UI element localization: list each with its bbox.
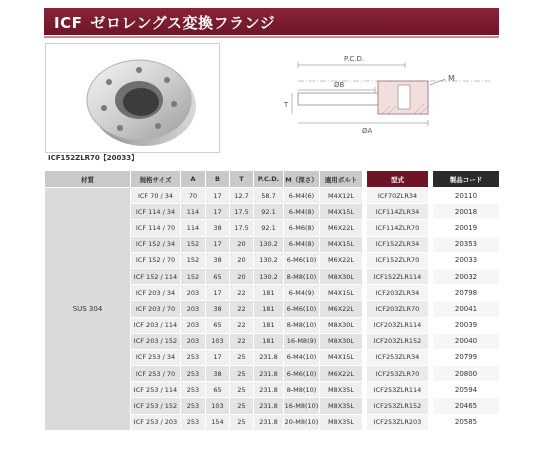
product-code-cell: 20353	[433, 236, 500, 252]
bolt-cell: M6X22L	[320, 252, 363, 268]
header-bolt: 適用ボルト	[320, 171, 363, 188]
page-title	[54, 12, 275, 33]
model-cell: ICF253ZLR70	[367, 366, 429, 382]
technical-drawing	[230, 43, 500, 158]
b-cell: 38	[206, 252, 230, 268]
m-cell: 6-M4(10)	[284, 349, 320, 365]
b-cell: 38	[206, 301, 230, 317]
t-cell: 22	[230, 301, 254, 317]
b-cell: 38	[206, 366, 230, 382]
pcd-cell: 181	[254, 301, 284, 317]
pcd-cell: 181	[254, 317, 284, 333]
t-cell: 25	[230, 382, 254, 398]
b-cell: 17	[206, 204, 230, 220]
b-label: ØB	[334, 81, 345, 89]
b-cell: 17	[206, 285, 230, 301]
size-cell: ICF 253 / 152	[131, 398, 181, 414]
m-cell: 8-M8(10)	[284, 382, 320, 398]
a-cell: 203	[181, 285, 206, 301]
t-cell: 25	[230, 398, 254, 414]
product-code-cell: 20110	[433, 188, 500, 204]
b-cell: 38	[206, 220, 230, 236]
t-cell: 20	[230, 268, 254, 284]
pcd-cell: 130.2	[254, 268, 284, 284]
model-cell: ICF253ZLR152	[367, 398, 429, 414]
header-b: B	[206, 171, 230, 188]
model-cell: ICF114ZLR70	[367, 220, 429, 236]
bolt-cell: M4X12L	[320, 188, 363, 204]
a-cell: 70	[181, 188, 206, 204]
model-cell: ICF203ZLR34	[367, 285, 429, 301]
a-cell: 253	[181, 366, 206, 382]
size-cell: ICF 253 / 34	[131, 349, 181, 365]
bolt-cell: M8X35L	[320, 382, 363, 398]
product-code-cell: 20018	[433, 204, 500, 220]
header-model: 型式	[367, 171, 429, 188]
size-cell: ICF 114 / 70	[131, 220, 181, 236]
model-cell: ICF70ZLR34	[367, 188, 429, 204]
a-cell: 152	[181, 268, 206, 284]
pcd-cell: 130.2	[254, 236, 284, 252]
pcd-cell: 181	[254, 285, 284, 301]
size-cell: ICF 152 / 114	[131, 268, 181, 284]
m-cell: 6-M6(10)	[284, 366, 320, 382]
model-cell: ICF152ZLR114	[367, 268, 429, 284]
bolt-cell: M4X15L	[320, 204, 363, 220]
t-label: T	[284, 101, 289, 109]
title-banner	[44, 8, 499, 35]
bolt-cell: M6X22L	[320, 220, 363, 236]
table-row	[45, 188, 500, 204]
table-body	[45, 188, 500, 431]
bolt-cell: M8X35L	[320, 414, 363, 430]
model-cell: ICF203ZLR152	[367, 333, 429, 349]
a-cell: 253	[181, 414, 206, 430]
m-cell: 6-M6(10)	[284, 301, 320, 317]
m-cell: 6-M6(10)	[284, 252, 320, 268]
pcd-cell: 92.1	[254, 204, 284, 220]
a-cell: 114	[181, 220, 206, 236]
product-photo	[45, 43, 220, 153]
title-main: ICF	[54, 14, 83, 32]
pcd-cell: 231.8	[254, 382, 284, 398]
bolt-cell: M4X15L	[320, 349, 363, 365]
pcd-cell: 92.1	[254, 220, 284, 236]
m-cell: 6-M4(8)	[284, 236, 320, 252]
banner-stripe	[44, 36, 499, 38]
product-code-cell: 20799	[433, 349, 500, 365]
product-code-cell: 20032	[433, 268, 500, 284]
bolt-cell: M6X22L	[320, 301, 363, 317]
model-cell: ICF203ZLR114	[367, 317, 429, 333]
size-cell: ICF 70 / 34	[131, 188, 181, 204]
product-code-cell: 20041	[433, 301, 500, 317]
header-pcd: P.C.D.	[254, 171, 284, 188]
m-cell: 8-M8(10)	[284, 317, 320, 333]
size-cell: ICF 203 / 152	[131, 333, 181, 349]
a-cell: 253	[181, 382, 206, 398]
t-cell: 17.5	[230, 204, 254, 220]
size-cell: ICF 152 / 70	[131, 252, 181, 268]
table-header-row	[45, 171, 500, 188]
a-cell: 253	[181, 398, 206, 414]
size-cell: ICF 253 / 203	[131, 414, 181, 430]
model-cell: ICF203ZLR70	[367, 301, 429, 317]
size-cell: ICF 253 / 70	[131, 366, 181, 382]
model-cell: ICF253ZLR203	[367, 414, 429, 430]
b-cell: 65	[206, 268, 230, 284]
product-code-cell: 20585	[433, 414, 500, 430]
header-t: T	[230, 171, 254, 188]
pcd-label: P.C.D.	[344, 55, 365, 63]
pcd-cell: 231.8	[254, 366, 284, 382]
pcd-cell: 231.8	[254, 414, 284, 430]
b-cell: 103	[206, 398, 230, 414]
product-code-cell: 20039	[433, 317, 500, 333]
bolt-cell: M8X30L	[320, 268, 363, 284]
a-label: ØA	[362, 127, 373, 135]
pcd-cell: 231.8	[254, 349, 284, 365]
spec-table	[44, 170, 500, 431]
bolt-cell: M8X35L	[320, 398, 363, 414]
bolt-cell: M4X15L	[320, 285, 363, 301]
model-cell: ICF114ZLR34	[367, 204, 429, 220]
size-cell: ICF 253 / 114	[131, 382, 181, 398]
header-code: 製品コード	[433, 171, 500, 188]
t-cell: 22	[230, 333, 254, 349]
size-cell: ICF 203 / 70	[131, 301, 181, 317]
bolt-cell: M8X30L	[320, 333, 363, 349]
a-cell: 203	[181, 333, 206, 349]
t-cell: 20	[230, 252, 254, 268]
model-cell: ICF152ZLR70	[367, 252, 429, 268]
header-a: A	[181, 171, 206, 188]
product-code-cell: 20798	[433, 285, 500, 301]
model-cell: ICF253ZLR34	[367, 349, 429, 365]
product-code-cell: 20800	[433, 366, 500, 382]
t-cell: 25	[230, 349, 254, 365]
t-cell: 25	[230, 414, 254, 430]
m-label: M	[448, 74, 455, 83]
a-cell: 152	[181, 252, 206, 268]
b-cell: 17	[206, 188, 230, 204]
model-cell: ICF152ZLR34	[367, 236, 429, 252]
header-m: M（深さ）	[284, 171, 320, 188]
t-cell: 22	[230, 317, 254, 333]
t-cell: 12.7	[230, 188, 254, 204]
t-cell: 25	[230, 366, 254, 382]
product-code-cell: 20033	[433, 252, 500, 268]
m-cell: 6-M6(8)	[284, 220, 320, 236]
t-cell: 22	[230, 285, 254, 301]
b-cell: 154	[206, 414, 230, 430]
m-cell: 8-M8(10)	[284, 268, 320, 284]
t-cell: 20	[230, 236, 254, 252]
m-cell: 6-M4(9)	[284, 285, 320, 301]
m-cell: 16-M8(9)	[284, 333, 320, 349]
product-code-cell: 20594	[433, 382, 500, 398]
b-cell: 65	[206, 317, 230, 333]
m-cell: 20-M8(10)	[284, 414, 320, 430]
b-cell: 17	[206, 349, 230, 365]
header-material: 材質	[45, 171, 131, 188]
a-cell: 203	[181, 317, 206, 333]
a-cell: 203	[181, 301, 206, 317]
product-code-cell: 20465	[433, 398, 500, 414]
m-cell: 6-M4(6)	[284, 188, 320, 204]
b-cell: 103	[206, 333, 230, 349]
m-cell: 16-M8(10)	[284, 398, 320, 414]
size-cell: ICF 203 / 114	[131, 317, 181, 333]
size-cell: ICF 203 / 34	[131, 285, 181, 301]
a-cell: 114	[181, 204, 206, 220]
b-cell: 65	[206, 382, 230, 398]
t-cell: 17.5	[230, 220, 254, 236]
photo-caption: ICF152ZLR70【20033】	[48, 154, 139, 162]
pcd-cell: 58.7	[254, 188, 284, 204]
pcd-cell: 130.2	[254, 252, 284, 268]
product-code-cell: 20040	[433, 333, 500, 349]
material-cell: SUS 304	[45, 188, 131, 431]
bolt-cell: M6X22L	[320, 366, 363, 382]
header-size: 規格サイズ	[131, 171, 181, 188]
title-subtitle: ゼロレングス変換フランジ	[90, 14, 276, 32]
pcd-cell: 231.8	[254, 398, 284, 414]
b-cell: 17	[206, 236, 230, 252]
bolt-cell: M4X15L	[320, 236, 363, 252]
pcd-cell: 181	[254, 333, 284, 349]
a-cell: 152	[181, 236, 206, 252]
a-cell: 253	[181, 349, 206, 365]
m-cell: 6-M4(8)	[284, 204, 320, 220]
size-cell: ICF 114 / 34	[131, 204, 181, 220]
product-code-cell: 20019	[433, 220, 500, 236]
size-cell: ICF 152 / 34	[131, 236, 181, 252]
bolt-cell: M8X30L	[320, 317, 363, 333]
model-cell: ICF253ZLR114	[367, 382, 429, 398]
